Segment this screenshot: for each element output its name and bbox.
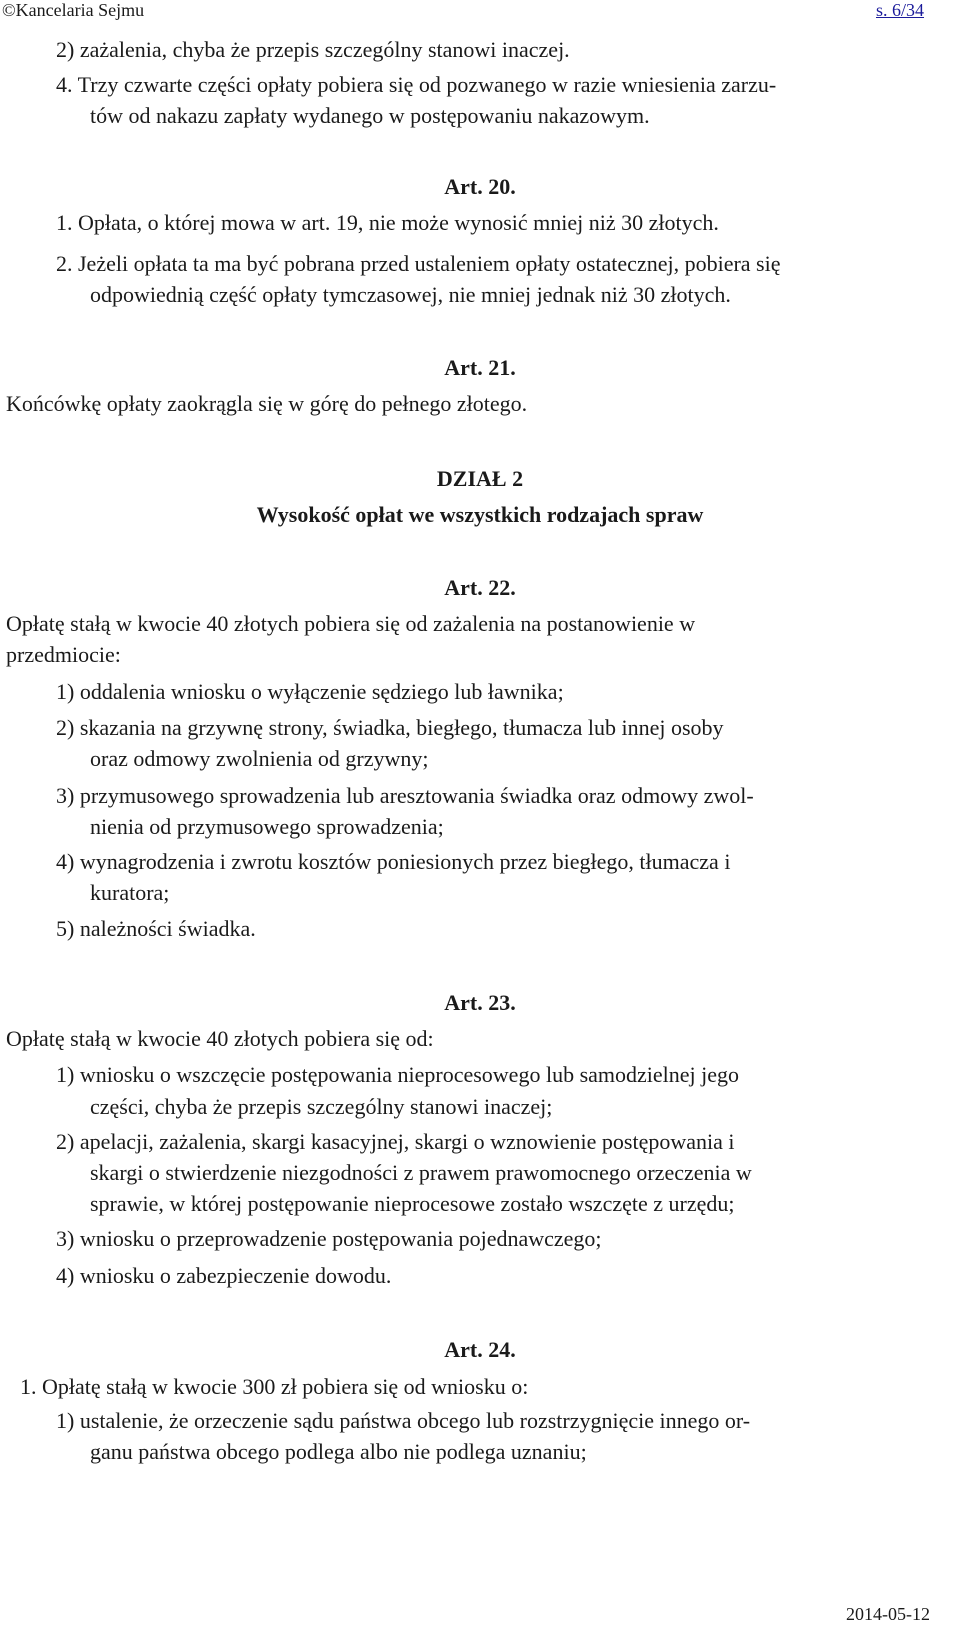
list-item-continuation: skargi o stwierdzenie niezgodności z prawem prawomocnego orzeczenia w [90, 1160, 752, 1185]
article-heading: Art. 23. [444, 990, 516, 1015]
paragraph-line: odpowiednią część opłaty tymczasowej, nie mniej jednak niż 30 złotych. [90, 282, 731, 307]
footer-date: 2014-05-12 [846, 1604, 930, 1624]
paragraph-line: tów od nakazu zapłaty wydanego w postępowaniu nakazowym. [90, 103, 650, 128]
header-page-number[interactable]: s. 6/34 [876, 0, 925, 20]
paragraph-line: 2. Jeżeli opłata ta ma być pobrana przed ustaleniem opłaty ostatecznej, pobiera się [56, 251, 781, 276]
paragraph-line: Opłatę stałą w kwocie 40 złotych pobiera się od zażalenia na postanowienie w [6, 611, 696, 636]
paragraph-line: przedmiocie: [6, 642, 121, 667]
article-heading: Art. 21. [444, 355, 516, 380]
list-item: 3) przymusowego sprowadzenia lub aresztowania świadka oraz odmowy zwol- [56, 783, 754, 808]
header-publisher: ©Kancelaria Sejmu [2, 0, 145, 20]
list-item: 3) wniosku o przeprowadzenie postępowania pojednawczego; [56, 1226, 602, 1251]
list-item: 1) ustalenie, że orzeczenie sądu państwa obcego lub rozstrzygnięcie innego or- [56, 1408, 751, 1433]
list-item-continuation: nienia od przymusowego sprowadzenia; [90, 814, 444, 839]
list-item: 5) należności świadka. [56, 916, 256, 941]
list-item-continuation: części, chyba że przepis szczególny stanowi inaczej; [90, 1094, 553, 1119]
article-heading: Art. 24. [444, 1337, 516, 1362]
list-item: 2) apelacji, zażalenia, skargi kasacyjnej, skargi o wznowienie postępowania i [56, 1129, 735, 1154]
article-heading: Art. 22. [444, 575, 516, 600]
paragraph-line: Opłatę stałą w kwocie 40 złotych pobiera się od: [6, 1026, 434, 1051]
list-item: 2) zażalenia, chyba że przepis szczególny stanowi inaczej. [56, 37, 570, 62]
paragraph-line: Końcówkę opłaty zaokrągla się w górę do pełnego złotego. [6, 391, 528, 416]
list-item: 4) wniosku o zabezpieczenie dowodu. [56, 1263, 392, 1288]
section-title: Wysokość opłat we wszystkich rodzajach spraw [256, 502, 704, 527]
list-item-continuation: kuratora; [90, 880, 170, 905]
list-item: 2) skazania na grzywnę strony, świadka, biegłego, tłumacza lub innej osoby [56, 715, 724, 740]
article-heading: Art. 20. [444, 174, 516, 199]
list-item: 1) wniosku o wszczęcie postępowania nieprocesowego lub samodzielnej jego [56, 1062, 740, 1087]
list-item: 1) oddalenia wniosku o wyłączenie sędziego lub ławnika; [56, 679, 564, 704]
list-item-continuation: ganu państwa obcego podlega albo nie podlega uznaniu; [90, 1439, 587, 1464]
list-item-continuation: sprawie, w której postępowanie nieprocesowe zostało wszczęte z urzędu; [90, 1191, 735, 1216]
paragraph-line: 4. Trzy czwarte części opłaty pobiera się od pozwanego w razie wniesienia zarzu- [56, 72, 777, 97]
list-item-continuation: oraz odmowy zwolnienia od grzywny; [90, 746, 429, 771]
paragraph-line: 1. Opłatę stałą w kwocie 300 zł pobiera się od wniosku o: [20, 1374, 529, 1399]
list-item: 4) wynagrodzenia i zwrotu kosztów poniesionych przez biegłego, tłumacza i [56, 849, 731, 874]
section-heading: DZIAŁ 2 [436, 466, 524, 491]
paragraph-line: 1. Opłata, o której mowa w art. 19, nie może wynosić mniej niż 30 złotych. [56, 210, 719, 235]
